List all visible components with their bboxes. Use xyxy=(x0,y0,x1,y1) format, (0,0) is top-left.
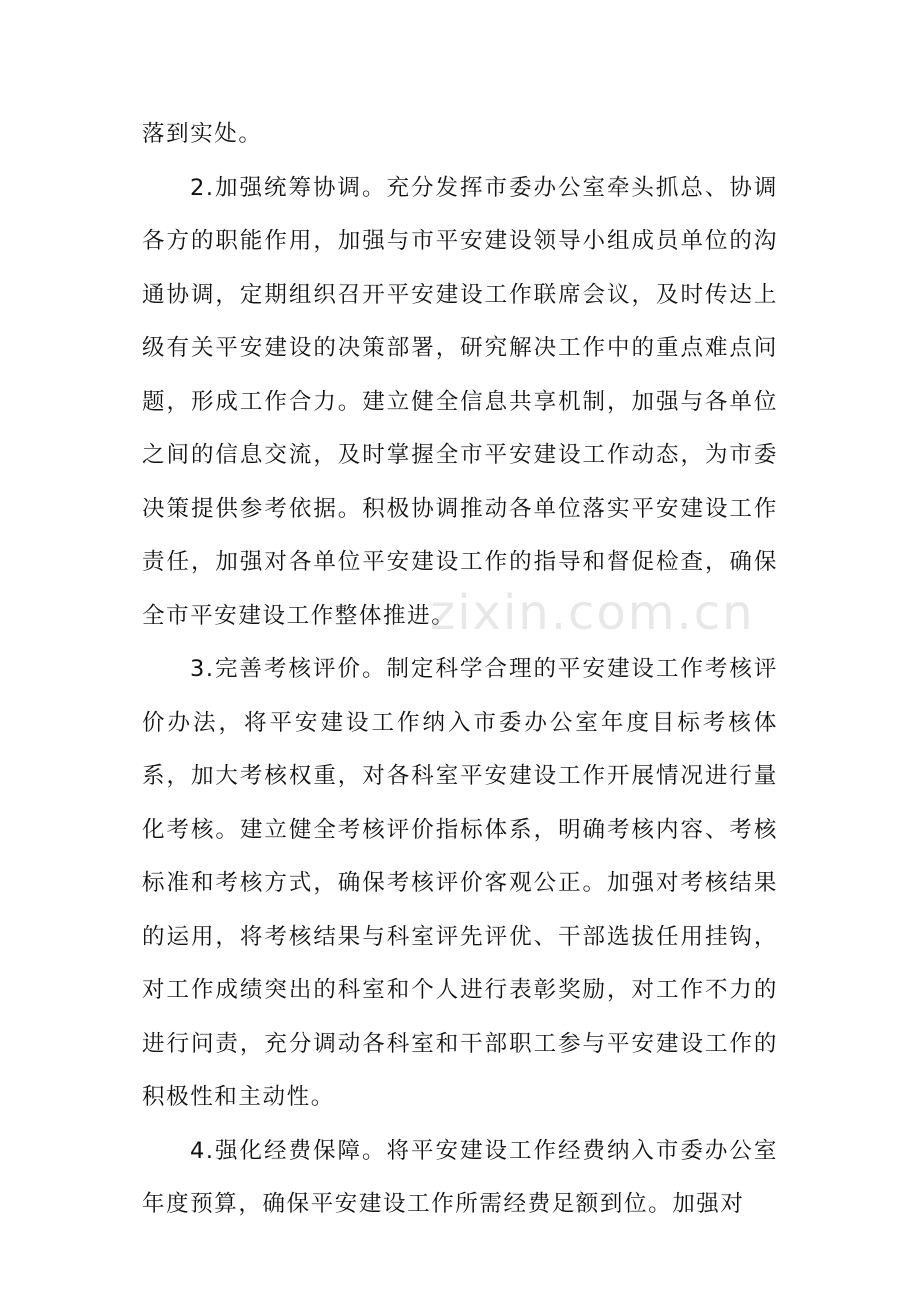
document-body xyxy=(142,108,778,1232)
paragraph-coordination: 2.加强统筹协调。充分发挥市委办公室牵头抓总、协调各方的职能作用，加强与市平安建设领导小组成员单位的沟通协调，定期组织召开平安建设工作联席会议，及时传达上级有关平安建设的决策部署，研究解决工作中的重点难点问题，形成工作合力。建立健全信息共享机制，加强与各单位之间的信息交流，及时掌握全市平安建设工作动态，为市委决策提供参考依据。积极协调推动各单位落实平安建设工作责任，加强对各单位平安建设工作的指导和督促检查，确保全市平安建设工作整体推进。 xyxy=(142,174,778,629)
watermark: zixin.com.cn xyxy=(430,585,755,641)
paragraph-funding: 4.强化经费保障。将平安建设工作经费纳入市委办公室年度预算，确保平安建设工作所需经费足额到位。加强对 xyxy=(142,1137,778,1217)
paragraph-continuation: 落到实处。 xyxy=(142,121,263,147)
paragraph-evaluation: 3.完善考核评价。制定科学合理的平安建设工作考核评价办法，将平安建设工作纳入市委办公室年度目标考核体系，加大考核权重，对各科室平安建设工作开展情况进行量化考核。建立健全考核评价指标体系，明确考核内容、考核标准和考核方式，确保考核评价客观公正。加强对考核结果的运用，将考核结果与科室评先评优、干部选拔任用挂钩，对工作成绩突出的科室和个人进行表彰奖励，对工作不力的进行问责，充分调动各科室和干部职工参与平安建设工作的积极性和主动性。 xyxy=(142,656,778,1110)
